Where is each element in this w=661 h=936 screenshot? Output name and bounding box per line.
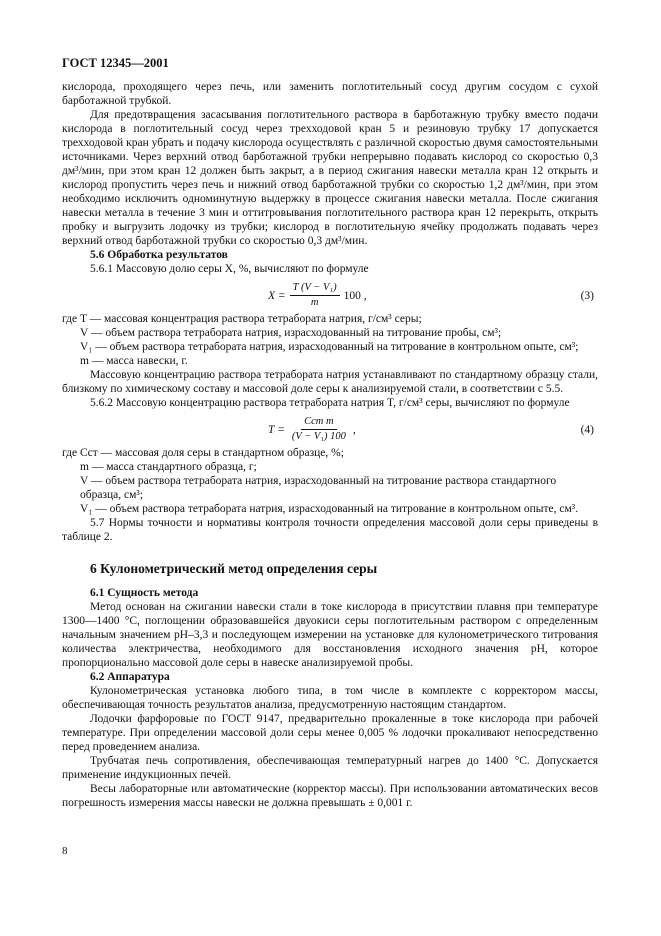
formula-tail: 100 ,	[343, 289, 367, 302]
formula-lhs: X =	[268, 289, 286, 302]
definition-item: m — масса стандартного образца, г;	[80, 461, 257, 473]
paragraph: 5.6.1 Массовую долю серы X, %, вычисляют по формуле	[90, 263, 369, 275]
formula-4	[62, 410, 598, 446]
document-body	[62, 80, 598, 810]
definition-item: где T — массовая концентрация раствора тетрабората натрия, г/см³ серы;	[62, 313, 422, 325]
definition-item: V₁ — объем раствора тетрабората натрия, израсходованный на титрование в контрольном опыте, см³;	[80, 341, 579, 353]
formula-lhs: T =	[268, 423, 285, 436]
page-number: 8	[62, 845, 68, 857]
definition-item: V₁ — объем раствора тетрабората натрия, израсходованный на титрование в контрольном опыте, см³.	[80, 503, 579, 515]
paragraph: кислорода, проходящего через печь, или заменить поглотительный сосуд другим сосудом с сухой барботажной трубкой.	[62, 81, 598, 107]
definition-item: V — объем раствора тетрабората натрия, израсходованный на титрование пробы, см³;	[80, 327, 502, 339]
page-header: ГОСТ 12345—2001	[62, 56, 169, 70]
paragraph: Для предотвращения засасывания поглотительного раствора в барботажную трубку вместо подачи кислорода в поглотительный сосуд через трехходовой кран 5 и резиновую трубку 17 допускается трехходовой кран убрать и подачу кислорода осуществлять с различной скоростью двумя самостоятельными источниками. Через верхний отвод барботажной трубки непрерывно подавать кислород со скоростью 0,3 дм³/мин, при этом кран 12 должен быть закрыт, а в период сжигания навески металла кран 12 открыть и кислород пропустить через печь и нижний отвод барботажной трубки со скоростью 1,2 дм³/мин, при этом необходимо исключить одноминутную выдержку в процессе сжигания навески металла. После сжигания навески металла в течение 3 мин и оттитровывания поглотительного раствора кран 12 перекрыть, открыть пробку и выгрузить лодочку из трубки; кислород в поглотительную ячейку продолжать подавать через верхний отвод барботажной трубки со скоростью 0,3 дм³/мин.	[62, 109, 598, 247]
formula-denominator: m	[310, 297, 319, 308]
definition-item: V — объем раствора тетрабората натрия, израсходованный на титрование раствора стандартного образца, см³;	[80, 475, 557, 501]
paragraph: Кулонометрическая установка любого типа, в том числе в комплекте с корректором массы, обеспечивающая точность результатов анализа, предусмотренную настоящим стандартом.	[62, 685, 598, 711]
paragraph: Массовую концентрацию раствора тетрабората натрия устанавливают по стандартному образцу стали, близкому по химическому составу и массовой доле серы к анализируемой стали, в соответствии с 5.5.	[62, 369, 598, 395]
formula-number: (4)	[580, 424, 594, 436]
subsection-heading: 5.6 Обработка результатов	[90, 249, 228, 261]
formula-numerator: T (V − V₁)	[290, 282, 340, 296]
definitions-list	[62, 312, 598, 368]
definition-item: где Cст — массовая доля серы в стандартном образце, %;	[62, 447, 344, 459]
definition-item: m — масса навески, г.	[80, 355, 188, 367]
subsection-heading: 6.2 Аппаратура	[90, 671, 170, 683]
section-heading: 6 Кулонометрический метод определения серы	[90, 561, 378, 576]
formula-number: (3)	[580, 290, 594, 302]
formula-fraction	[289, 416, 349, 443]
paragraph: Лодочки фарфоровые по ГОСТ 9147, предварительно прокаленные в токе кислорода при рабочей температуре. При определении массовой доли серы менее 0,005 % лодочки прокаливают непосредственно перед проведением анализа.	[62, 713, 598, 753]
formula-tail: ,	[352, 423, 356, 436]
subsection-heading: 6.1 Сущность метода	[90, 587, 199, 599]
paragraph: Метод основан на сжигании навески стали в токе кислорода в присутствии плавня при температуре 1300—1400 °С, поглощении образовавшейся двуокиси серы поглотительным раствором с определенным начальным значением pH–3,3 и последующем измерении на установке для кулонометрического титрования количества электричества, необходимого для восстановления исходного значения pH, которое пропорционально массовой доле серы в навеске анализируемой пробы.	[62, 601, 598, 669]
paragraph: Трубчатая печь сопротивления, обеспечивающая температурный нагрев до 1400 °С. Допускается применение индукционных печей.	[62, 755, 598, 781]
definitions-list	[62, 446, 598, 516]
paragraph: 5.7 Нормы точности и нормативы контроля точности определения массовой доли серы приведены в таблице 2.	[62, 517, 598, 543]
formula-fraction	[290, 282, 340, 309]
formula-3	[62, 276, 598, 312]
formula-numerator: Cст m	[301, 416, 336, 430]
paragraph: 5.6.2 Массовую концентрацию раствора тетрабората натрия T, г/см³ серы, вычисляют по формуле	[90, 397, 570, 409]
formula-denominator: (V − V₁) 100	[291, 431, 346, 442]
paragraph: Весы лабораторные или автоматические (корректор массы). При использовании автоматических весов погрешность измерения массы навески не должна превышать ± 0,001 г.	[62, 783, 598, 809]
